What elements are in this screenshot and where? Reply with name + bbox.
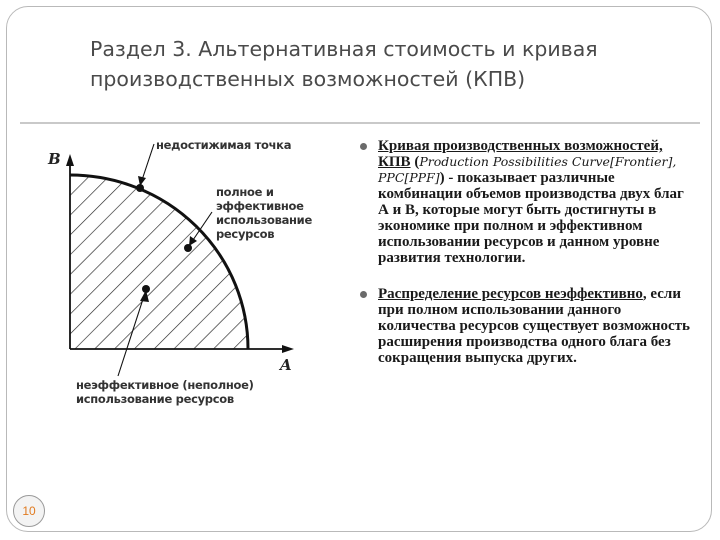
label-efficient-line: полное и xyxy=(216,185,274,199)
bullet-list xyxy=(360,138,690,366)
label-efficient-line: эффективное xyxy=(216,199,304,213)
label-efficient-line: ресурсов xyxy=(216,227,275,241)
paren-close: ) - xyxy=(439,170,454,186)
x-axis-arrow xyxy=(282,345,294,353)
bullet-marker xyxy=(360,291,367,298)
bullet-marker xyxy=(360,143,367,150)
bullet-ppf-definition xyxy=(360,138,690,266)
y-axis-arrow xyxy=(66,154,74,166)
ppf-diagram-svg xyxy=(36,130,336,420)
label-efficient-line: использование xyxy=(216,213,312,227)
slide-title-line-1: Раздел 3. Альтернативная стоимость и кривая xyxy=(90,37,598,61)
term-ppf: Кривая производственных возможностей, КПВ xyxy=(378,138,663,170)
arrow-unattainable xyxy=(142,144,154,180)
label-inefficient-line: использование ресурсов xyxy=(76,392,234,406)
slide-title-line-2: производственных возможностей (КПВ) xyxy=(90,67,526,91)
slide-title xyxy=(90,34,690,94)
term-inefficient: Распределение ресурсов неэффективно xyxy=(378,286,643,302)
label-inefficient-line: неэффективное (неполное) xyxy=(76,378,254,392)
bullet-inefficiency xyxy=(360,286,690,366)
axis-y-label: B xyxy=(48,150,61,168)
point-efficient xyxy=(184,244,192,252)
page-number: 10 xyxy=(13,495,45,527)
ppf-definition-text: показывает различные комбинации объемов производства двух благ А и В, которые могут быть достигнуты в экономике при полном и эффективном использовании ресурсов и данном уровне развития технологии. xyxy=(378,170,684,266)
ppf-diagram xyxy=(36,130,336,420)
axis-x-label: A xyxy=(280,356,292,374)
label-unattainable: недостижимая точка xyxy=(156,138,292,152)
title-divider xyxy=(20,122,700,124)
label-efficient xyxy=(216,185,312,241)
inefficiency-text: , если при полном использовании данного количества ресурсов существует возможность расширения производства одного блага без сокращения выпуска других. xyxy=(378,286,690,366)
paren-open: ( xyxy=(410,154,420,170)
label-inefficient xyxy=(76,378,254,406)
english-term: Production Possibilities Curve[Frontier], PPC[PPF] xyxy=(378,154,677,185)
